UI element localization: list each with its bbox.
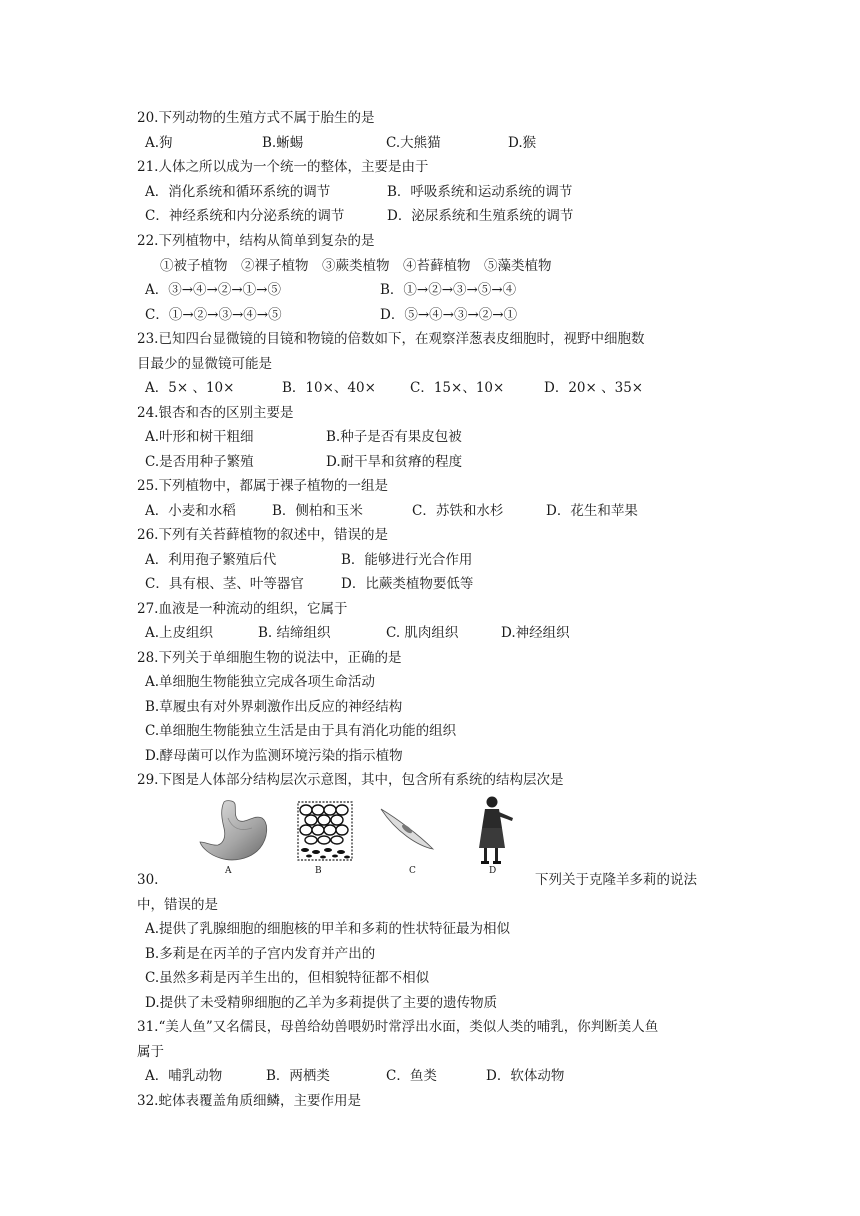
human-body-figure [473, 794, 519, 866]
q30-option-c: C.虽然多莉是丙羊生出的，但相貌特征都不相似 [145, 970, 430, 986]
q22-option-a: A．③→④→②→①→⑤ [145, 282, 281, 298]
q21-option-b: B．呼吸系统和运动系统的调节 [387, 184, 573, 200]
q28-option-a: A.单细胞生物能独立完成各项生命活动 [145, 674, 376, 690]
q21-stem: 21.人体之所以成为一个统一的整体，主要是由于 [137, 159, 429, 175]
q21-option-d: D．泌尿系统和生殖系统的调节 [387, 208, 574, 224]
q30-number: 30. [137, 872, 159, 888]
figure-label-a: A [225, 866, 232, 876]
q28-option-d: D.酵母菌可以作为监测环境污染的指示植物 [145, 748, 403, 764]
q26-option-b: B．能够进行光合作用 [341, 552, 473, 568]
q24-option-a: A.叶形和树干粗细 [145, 429, 254, 445]
q30-stem-line1: 下列关于克隆羊多莉的说法 [535, 872, 697, 888]
q30-option-a: A.提供了乳腺细胞的细胞核的甲羊和多莉的性状特征最为相似 [145, 921, 511, 937]
q22-option-b: B．①→②→③→⑤→④ [380, 282, 517, 298]
q27-option-c: C. 肌肉组织 [386, 625, 459, 641]
figure-label-b: B [315, 866, 322, 876]
q30-option-b: B.多莉是在丙羊的子宫内发育并产出的 [145, 946, 376, 962]
q31-option-b: B．两栖类 [266, 1068, 330, 1084]
q31-stem-line2: 属于 [137, 1044, 164, 1060]
q29-stem: 29.下图是人体部分结构层次示意图，其中，包含所有系统的结构层次是 [137, 772, 564, 788]
q30-option-d: D.提供了未受精卵细胞的乙羊为多莉提供了主要的遗传物质 [145, 995, 498, 1011]
q31-option-d: D．软体动物 [486, 1068, 565, 1084]
q23-stem-line1: 23.已知四台显微镜的目镜和物镜的倍数如下，在观察洋葱表皮细胞时，视野中细胞数 [137, 331, 645, 347]
q20-option-c: C.大熊猫 [386, 135, 441, 151]
q22-stem: 22.下列植物中，结构从简单到复杂的是 [137, 233, 375, 249]
q24-stem: 24.银杏和杏的区别主要是 [137, 405, 294, 421]
q26-option-a: A．利用孢子繁殖后代 [145, 552, 277, 568]
q24-option-b: B.种子是否有果皮包被 [326, 429, 462, 445]
q25-option-d: D．花生和苹果 [546, 503, 638, 519]
q27-stem: 27.血液是一种流动的组织，它属于 [137, 601, 348, 617]
q23-option-d: D．20× 、35× [544, 380, 644, 396]
q25-option-a: A．小麦和水稻 [145, 503, 236, 519]
figure-label-d: D [489, 866, 497, 876]
q23-stem-line2: 目最少的显微镜可能是 [137, 356, 272, 372]
q23-option-c: C．15×、10× [410, 380, 505, 396]
tissue-cells-figure [297, 801, 353, 861]
q22-option-c: C．①→②→③→④→⑤ [145, 307, 282, 323]
q21-option-c: C．神经系统和内分泌系统的调节 [145, 208, 345, 224]
q24-option-d: D.耐干旱和贫瘠的程度 [326, 454, 463, 470]
figure-label-c: C [409, 866, 416, 876]
q23-option-a: A．5× 、10× [145, 380, 235, 396]
q20-option-b: B.蜥蜴 [262, 135, 304, 151]
q27-option-a: A.上皮组织 [145, 625, 214, 641]
single-cell-figure [378, 806, 436, 852]
q27-option-b: B. 结缔组织 [258, 625, 331, 641]
q20-option-a: A.狗 [145, 135, 173, 151]
q25-option-c: C．苏铁和水杉 [412, 503, 504, 519]
q31-option-c: C．鱼类 [386, 1068, 437, 1084]
q23-option-b: B．10×、40× [282, 380, 376, 396]
q20-option-d: D.猴 [508, 135, 537, 151]
q26-option-d: D．比蕨类植物要低等 [341, 576, 474, 592]
q31-stem-line1: 31.“美人鱼”又名儒艮，母兽给幼兽喂奶时常浮出水面，类似人类的哺乳，你判断美人鱼 [137, 1019, 659, 1035]
q31-option-a: A．哺乳动物 [145, 1068, 223, 1084]
q24-option-c: C.是否用种子繁殖 [145, 454, 254, 470]
q20-stem: 20.下列动物的生殖方式不属于胎生的是 [137, 110, 375, 126]
q30-stem-line2: 中，错误的是 [137, 897, 218, 913]
q22-items: ①被子植物 ②裸子植物 ③蕨类植物 ④苔藓植物 ⑤藻类植物 [160, 258, 552, 274]
q28-stem: 28.下列关于单细胞生物的说法中，正确的是 [137, 650, 402, 666]
q27-option-d: D.神经组织 [501, 625, 570, 641]
q21-option-a: A．消化系统和循环系统的调节 [145, 184, 331, 200]
q28-option-c: C.单细胞生物能独立生活是由于具有消化功能的组织 [145, 723, 457, 739]
q25-stem: 25.下列植物中，都属于裸子植物的一组是 [137, 478, 388, 494]
stomach-organ-figure [198, 798, 270, 864]
q28-option-b: B.草履虫有对外界刺激作出反应的神经结构 [145, 699, 403, 715]
q22-option-d: D．⑤→④→③→②→① [380, 307, 518, 323]
q32-stem: 32.蛇体表覆盖角质细鳞，主要作用是 [137, 1093, 361, 1109]
q26-option-c: C．具有根、茎、叶等器官 [145, 576, 304, 592]
q25-option-b: B．侧柏和玉米 [272, 503, 363, 519]
q26-stem: 26.下列有关苔藓植物的叙述中，错误的是 [137, 527, 388, 543]
